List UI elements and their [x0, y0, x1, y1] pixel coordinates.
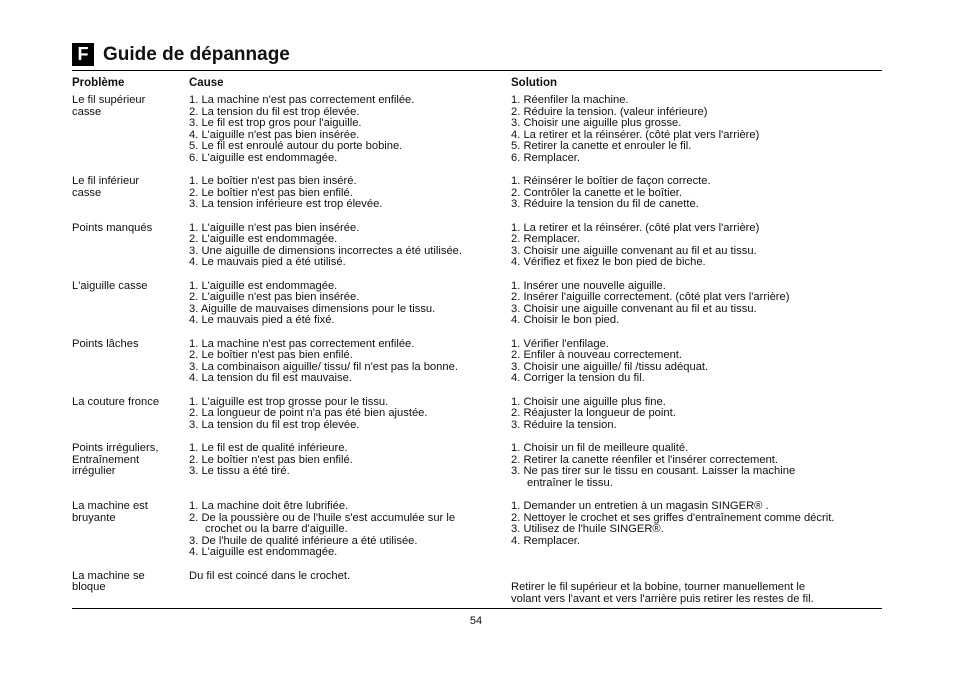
cause-cell: [189, 501, 509, 559]
solution-cell: [511, 397, 884, 432]
text-line: 3. Réduire la tension du fil de canette.: [511, 198, 699, 211]
text-line: 3. La tension du fil est trop élevée.: [189, 418, 360, 431]
problem-cell: [72, 501, 184, 524]
text-line: 3. Le fil est trop gros pour l'aiguille.: [189, 117, 362, 130]
text-line: 1. Le boîtier n'est pas bien inséré.: [189, 175, 357, 188]
table-row: [72, 223, 884, 269]
solution-cell: [511, 223, 884, 269]
text-line: 1. L'aiguille n'est pas bien insérée.: [189, 221, 360, 234]
text-line: 1. L'aiguille est trop grosse pour le tissu.: [189, 395, 389, 408]
text-line: 5. Le fil est enroulé autour du porte bobine.: [189, 140, 403, 153]
table-row: [72, 176, 884, 211]
solution-cell: [511, 571, 884, 606]
problem-cell: [72, 443, 184, 478]
text-line: 1. Demander un entretien à un magasin SINGER® .: [511, 499, 769, 512]
text-line: 2. Réajuster la longueur de point.: [511, 407, 676, 420]
text-line: irrégulier: [72, 465, 116, 478]
page-title: Guide de dépannage: [103, 44, 290, 65]
text-line: 3. Le tissu a été tiré.: [189, 465, 290, 478]
table-row: [72, 501, 884, 559]
text-line: 1. Réinsérer le boîtier de façon correcte.: [511, 175, 711, 188]
text-line: entraîner le tissu.: [527, 476, 613, 489]
text-line: 1. Insérer une nouvelle aiguille.: [511, 279, 666, 292]
text-line: 4. Le mauvais pied a été utilisé.: [189, 256, 346, 269]
text-line: Entraînement: [72, 453, 140, 466]
text-line: 2. Insérer l'aiguille correctement. (côté plat vers l'arrière): [511, 291, 790, 304]
text-line: 2. Retirer la canette réenfiler et l'insérer correctement.: [511, 453, 779, 466]
text-line: 3. Choisir une aiguille plus grosse.: [511, 117, 682, 130]
bottom-rule: [72, 608, 882, 609]
text-line: Points manqués: [72, 221, 153, 234]
text-line: 3. La combinaison aiguille/ tissu/ fil n'est pas la bonne.: [189, 360, 458, 373]
text-line: 3. De l'huile de qualité inférieure a été utilisée.: [189, 534, 418, 547]
troubleshooting-table: [72, 78, 884, 617]
cause-cell: [189, 223, 509, 269]
table-row: [72, 397, 884, 432]
text-line: 4. L'aiguille n'est pas bien insérée.: [189, 128, 360, 141]
text-line: 4. La tension du fil est mauvaise.: [189, 372, 352, 385]
text-line: 1. L'aiguille est endommagée.: [189, 279, 338, 292]
text-line: Du fil est coincé dans le crochet.: [189, 569, 351, 582]
text-line: 1. Le fil est de qualité inférieure.: [189, 441, 348, 454]
cause-cell: [189, 443, 509, 478]
problem-cell: [72, 339, 184, 351]
section-badge: F: [72, 43, 94, 66]
text-line: 2. Réduire la tension. (valeur inférieure): [511, 105, 708, 118]
table-body: [72, 95, 884, 605]
text-line: 3. Choisir une aiguille convenant au fil et au tissu.: [511, 244, 757, 257]
text-line: 1. Vérifier l'enfilage.: [511, 337, 609, 350]
text-line: 2. Le boîtier n'est pas bien enfilé.: [189, 349, 353, 362]
table-row: [72, 571, 884, 606]
cause-cell: [189, 571, 509, 583]
cause-cell: [189, 339, 509, 385]
problem-cell: [72, 397, 184, 409]
solution-cell: [511, 281, 884, 327]
text-line: 1. La machine doit être lubrifiée.: [189, 499, 349, 512]
text-line: 4. Corriger la tension du fil.: [511, 372, 645, 385]
text-line: Points irréguliers,: [72, 441, 159, 454]
column-header-problem: Problème: [72, 77, 125, 89]
text-line: Retirer le fil supérieur et la bobine, tourner manuellement le: [511, 581, 806, 594]
text-line: 2. De la poussière ou de l'huile s'est accumulée sur le: [189, 511, 456, 524]
top-rule: [72, 70, 882, 71]
text-line: 2. Le boîtier n'est pas bien enfilé.: [189, 453, 353, 466]
text-line: 2. La longueur de point n'a pas été bien ajustée.: [189, 407, 428, 420]
text-line: 3. Choisir une aiguille convenant au fil et au tissu.: [511, 302, 757, 315]
text-line: crochet ou la barre d'aiguille.: [205, 523, 348, 536]
text-line: 2. La tension du fil est trop élevée.: [189, 105, 360, 118]
solution-cell: [511, 176, 884, 211]
page-header: [72, 40, 882, 70]
text-line: 5. Retirer la canette et enrouler le fil.: [511, 140, 692, 153]
table-row: [72, 95, 884, 165]
text-line: 3. Utilisez de l'huile SINGER®.: [511, 523, 664, 536]
text-line: 1. La machine n'est pas correctement enfilée.: [189, 337, 415, 350]
text-line: La machine se: [72, 569, 145, 582]
text-line: L'aiguille casse: [72, 279, 148, 292]
text-line: La machine est: [72, 499, 148, 512]
text-line: 3. Choisir une aiguille/ fil /tissu adéquat.: [511, 360, 709, 373]
problem-cell: [72, 571, 184, 594]
text-line: casse: [72, 186, 102, 199]
text-line: 3. Une aiguille de dimensions incorrectes a été utilisée.: [189, 244, 463, 257]
text-line: casse: [72, 105, 102, 118]
text-line: 2. Enfiler à nouveau correctement.: [511, 349, 683, 362]
cause-cell: [189, 397, 509, 432]
text-line: 1. La retirer et la réinsérer. (côté plat vers l'arrière): [511, 221, 760, 234]
text-line: volant vers l'avant et vers l'arrière puis retirer les restes de fil.: [511, 592, 814, 605]
text-line: 3. Aiguille de mauvaises dimensions pour le tissu.: [189, 302, 436, 315]
text-line: 2. Nettoyer le crochet et ses griffes d'entraînement comme décrit.: [511, 511, 835, 524]
text-line: 4. La retirer et la réinsérer. (côté plat vers l'arrière): [511, 128, 760, 141]
text-line: 1. Choisir une aiguille plus fine.: [511, 395, 666, 408]
text-line: La couture fronce: [72, 395, 160, 408]
text-line: 1. La machine n'est pas correctement enfilée.: [189, 94, 415, 106]
text-line: Le fil inférieur: [72, 175, 140, 188]
table-row: [72, 339, 884, 385]
problem-cell: [72, 223, 184, 235]
text-line: Le fil supérieur: [72, 94, 146, 106]
column-header-solution: Solution: [511, 77, 557, 89]
text-line: 1. Choisir un fil de meilleure qualité.: [511, 441, 689, 454]
text-line: 3. Réduire la tension.: [511, 418, 617, 431]
solution-cell: [511, 339, 884, 385]
cause-cell: [189, 95, 509, 165]
text-line: 1. Réenfiler la machine.: [511, 94, 629, 106]
text-line: Points lâches: [72, 337, 139, 350]
column-header-cause: Cause: [189, 77, 224, 89]
text-line: 2. Le boîtier n'est pas bien enfilé.: [189, 186, 353, 199]
text-line: bruyante: [72, 511, 116, 524]
solution-cell: [511, 443, 884, 489]
solution-cell: [511, 95, 884, 165]
solution-cell: [511, 501, 884, 547]
cause-cell: [189, 281, 509, 327]
text-line: 3. Ne pas tirer sur le tissu en cousant. Laisser la machine: [511, 465, 796, 478]
text-line: 4. Choisir le bon pied.: [511, 314, 620, 327]
text-line: 4. L'aiguille est endommagée.: [189, 546, 338, 559]
text-line: 2. L'aiguille est endommagée.: [189, 233, 338, 246]
page-number: 54: [469, 615, 483, 627]
text-line: 6. Remplacer.: [511, 151, 581, 164]
text-line: bloque: [72, 581, 106, 594]
text-line: 2. Remplacer.: [511, 233, 581, 246]
text-line: 4. Vérifiez et fixez le bon pied de biche.: [511, 256, 706, 269]
table-row: [72, 281, 884, 327]
problem-cell: [72, 95, 184, 118]
problem-cell: [72, 176, 184, 199]
text-line: 6. L'aiguille est endommagée.: [189, 151, 338, 164]
table-row: [72, 443, 884, 489]
text-line: 4. Remplacer.: [511, 534, 581, 547]
text-line: 2. Contrôler la canette et le boîtier.: [511, 186, 683, 199]
text-line: 2. L'aiguille n'est pas bien insérée.: [189, 291, 360, 304]
cause-cell: [189, 176, 509, 211]
text-line: 3. La tension inférieure est trop élevée.: [189, 198, 383, 211]
problem-cell: [72, 281, 184, 293]
table-header-row: [72, 78, 884, 95]
text-line: 4. Le mauvais pied a été fixé.: [189, 314, 335, 327]
